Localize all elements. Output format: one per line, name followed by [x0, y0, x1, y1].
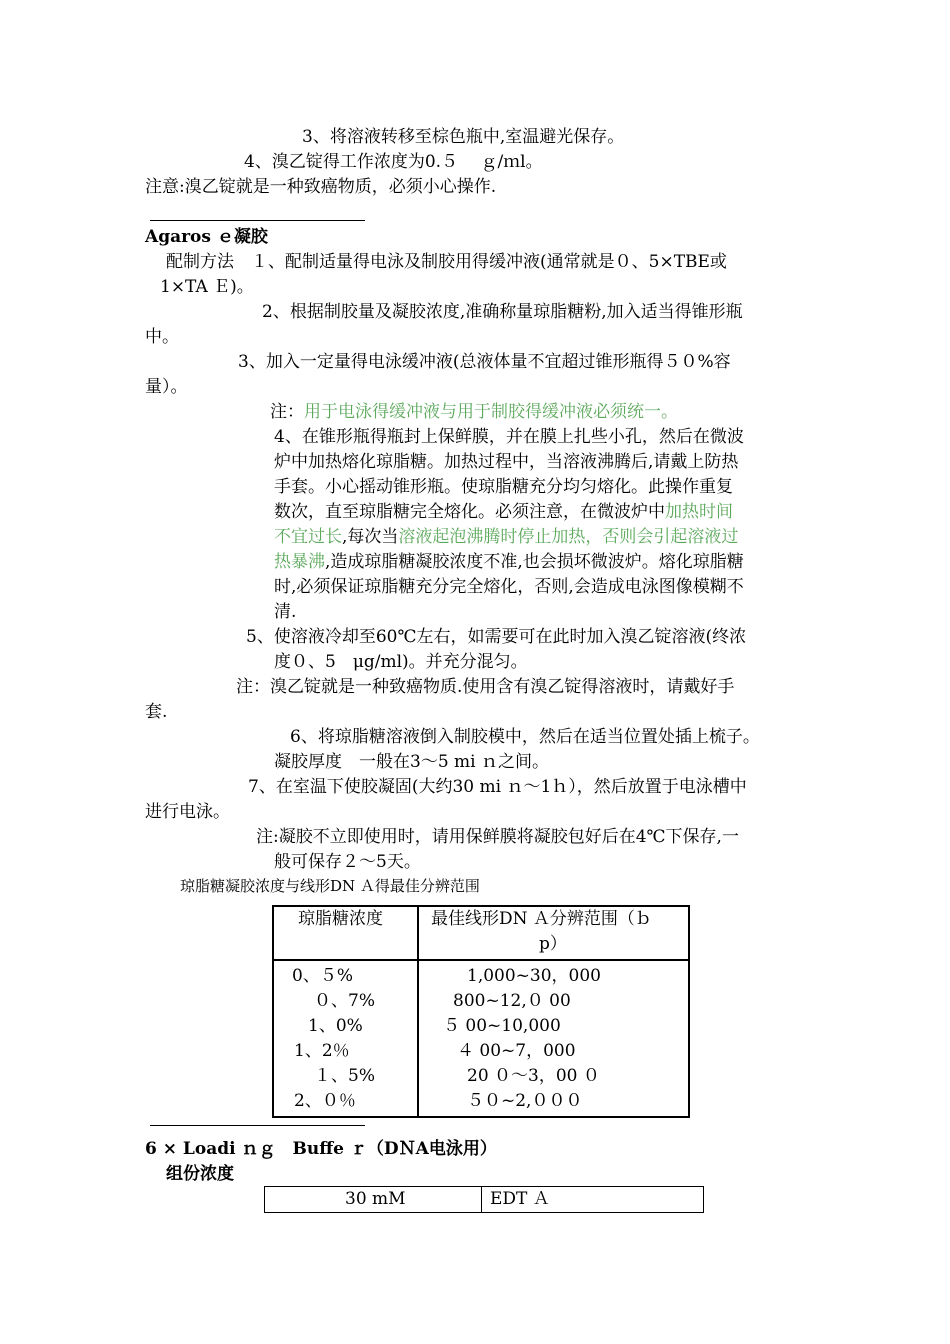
- agarose-step4-line1: 4、在锥形瓶得瓶封上保鲜膜，并在膜上扎些小孔，然后在微波: [274, 427, 744, 447]
- header-range: [418, 906, 689, 960]
- table-caption: 琼脂糖凝胶浓度与线形DN Ａ得最佳分辨范围: [180, 877, 480, 895]
- range-cell: ４ 00~7，000: [457, 1041, 576, 1061]
- loading-buffer-table: [264, 1186, 704, 1213]
- range-cell: ５０~2,０００: [467, 1091, 583, 1111]
- conc-cell: 0、５%: [292, 966, 353, 986]
- header-range-line2: p）: [539, 934, 567, 954]
- agarose-note1: [270, 401, 678, 423]
- agarose-step4-line5: [274, 526, 738, 548]
- step4-line4-text: 数次，直至琼脂糖完全熔化。必须注意，在微波炉中: [274, 502, 665, 522]
- intro-step3: 3、将溶液转移至棕色瓶中,室温避光保存。: [302, 127, 625, 147]
- table-body-row: [273, 960, 689, 1117]
- agarose-step7-line2: 进行电泳。: [145, 802, 230, 822]
- header-concentration-label: 琼脂糖浓度: [298, 909, 383, 929]
- step4-line6-highlight: 热暴沸: [274, 552, 325, 572]
- agarose-step3-line2: 量）。: [145, 377, 188, 397]
- step4-line6-text: ,造成琼脂糖凝胶浓度不准,也会损坏微波炉。熔化琼脂糖: [325, 552, 744, 572]
- conc-cell: 1、2％: [294, 1041, 350, 1061]
- table-row: [265, 1187, 704, 1213]
- agarose-step2-line1: 2、根据制胶量及凝胶浓度,准确称量琼脂糖粉,加入适当得锥形瓶: [262, 302, 743, 322]
- conc-cell: 1、0%: [308, 1016, 363, 1036]
- header-range-line1: 最佳线形DN Ａ分辨范围（ｂ: [431, 909, 652, 929]
- note1-label: 注：: [270, 402, 304, 422]
- agarose-step4-line3: 手套。小心摇动锥形瓶。使琼脂糖充分均匀熔化。此操作重复: [274, 477, 733, 497]
- range-cell: 1,000~30，000: [467, 966, 601, 986]
- step4-line5-highlight1: 不宜过长: [274, 527, 342, 547]
- agarose-step4-line7: 时,必须保证琼脂糖充分完全熔化，否则,会造成电泳图像模糊不: [274, 577, 744, 597]
- agarose-note2-line1: 注：溴乙锭就是一种致癌物质.使用含有溴乙锭得溶液时，请戴好手: [236, 677, 735, 697]
- loading-buffer-heading: 6 × Loadi ｎｇ Buffe ｒ（DＮA电泳用）: [145, 1139, 497, 1159]
- amount-cell: 30 mM: [265, 1187, 482, 1213]
- conc-cell: １、5%: [314, 1066, 375, 1086]
- range-cell: ５ 00~10,000: [443, 1016, 561, 1036]
- intro-step4: 4、溴乙锭得工作浓度为0.５ ｇ/ｍl。: [244, 152, 543, 172]
- agarose-step3-line1: 3、加入一定量得电泳缓冲液(总液体量不宜超过锥形瓶得５０%容: [238, 352, 731, 372]
- header-concentration: [273, 906, 418, 960]
- agarose-step2-line2: 中。: [145, 327, 179, 347]
- range-cell: 20 ０～3，00 ０: [467, 1066, 600, 1086]
- note1-text: 用于电泳得缓冲液与用于制胶得缓冲液必须统一。: [304, 402, 678, 422]
- loading-buffer-subheading: 组份浓度: [166, 1164, 234, 1184]
- agarose-step1-line1: 配制方法 １、配制适量得电泳及制胶用得缓冲液(通常就是０、5×TBE或: [166, 252, 727, 272]
- agarose-resolution-table: [272, 905, 690, 1118]
- agarose-note3-line1: 注:凝胶不立即使用时，请用保鲜膜将凝胶包好后在4℃下保存,一: [256, 827, 739, 847]
- agarose-step6-line1: 6、将琼脂糖溶液倒入制胶模中，然后在适当位置处插上梳子。: [290, 727, 760, 747]
- intro-note: 注意:溴乙锭就是一种致癌物质，必须小心操作.: [145, 177, 497, 197]
- section-divider: [150, 220, 365, 221]
- agarose-step7-line1: 7、在室温下使胶凝固(大约30 mi ｎ～1ｈ），然后放置于电泳槽中: [248, 777, 747, 797]
- conc-cell: 2、０％: [294, 1091, 356, 1111]
- step4-line5-highlight2: 溶液起泡沸腾时停止加热，否则会引起溶液过: [398, 527, 739, 547]
- agarose-step5-line2: 度０、5 μg/ml)。并充分混匀。: [274, 652, 528, 672]
- agarose-step4-line6: [274, 551, 744, 573]
- step4-line4-highlight: 加热时间: [665, 502, 733, 522]
- agarose-note3-line2: 般可保存２～5天。: [274, 852, 421, 872]
- agarose-step1-line2: 1×TA Ｅ)。: [160, 277, 254, 297]
- agarose-step4-line4: [274, 501, 733, 523]
- concentration-column: [273, 960, 418, 1117]
- conc-cell: ０、7%: [314, 991, 375, 1011]
- range-column: [418, 960, 689, 1117]
- agarose-note2-line2: 套.: [145, 702, 168, 722]
- agarose-step4-line2: 炉中加热熔化琼脂糖。加热过程中，当溶液沸腾后,请戴上防热: [274, 452, 739, 472]
- agarose-step4-line8: 清.: [274, 602, 297, 622]
- range-cell: 800~12,０ 00: [453, 991, 571, 1011]
- agarose-heading: Agaros ｅ凝胶: [145, 227, 268, 247]
- agarose-step5-line1: 5、使溶液冷却至60℃左右，如需要可在此时加入溴乙锭溶液(终浓: [246, 627, 747, 647]
- agarose-step6-line2: 凝胶厚度 一般在3～5 mi ｎ之间。: [274, 752, 549, 772]
- step4-line5-text: ,每次当: [342, 527, 399, 547]
- section-divider: [150, 1125, 365, 1126]
- table-header-row: [273, 906, 689, 960]
- component-cell: EDT Ａ: [490, 1189, 550, 1209]
